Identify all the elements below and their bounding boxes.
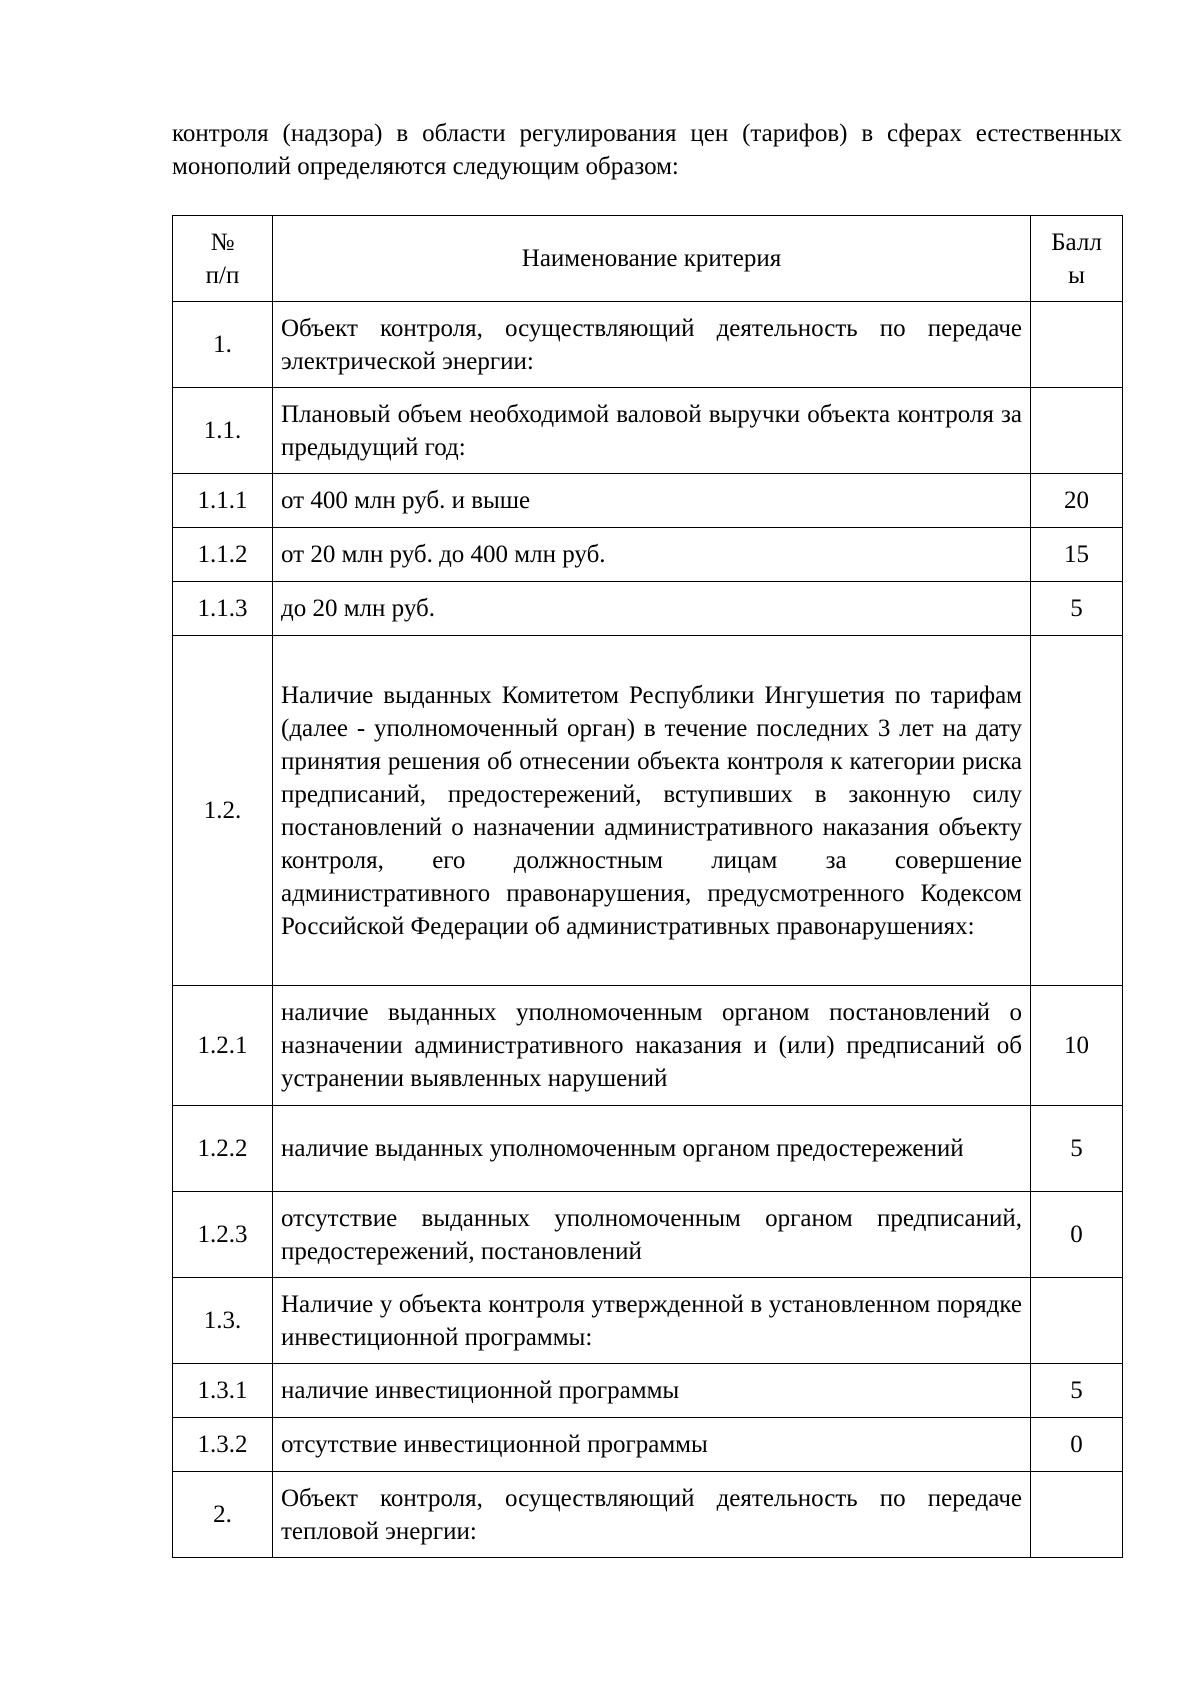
row-points: [1031, 1278, 1123, 1364]
table-row: [173, 1278, 1123, 1364]
row-criterion-name: наличие выданных уполномоченным органом предостережений: [273, 1106, 1031, 1192]
table-row: [173, 1418, 1123, 1472]
row-number: 1.1.: [173, 388, 273, 474]
table-row: [173, 636, 1123, 986]
row-criterion-name: наличие выданных уполномоченным органом постановлений о назначении административного наказания и (или) предписаний об устранении выявленных нарушений: [273, 986, 1031, 1106]
row-criterion-name: наличие инвестиционной программы: [273, 1364, 1031, 1418]
row-number: 1.2.2: [173, 1106, 273, 1192]
row-points: 5: [1031, 1106, 1123, 1192]
row-number: 2.: [173, 1472, 273, 1558]
row-points: [1031, 636, 1123, 986]
row-points: [1031, 302, 1123, 388]
row-number: 1.1.1: [173, 474, 273, 528]
row-number: 1.2.3: [173, 1192, 273, 1278]
header-number: [173, 216, 273, 302]
header-number-line1: №: [210, 228, 235, 256]
row-number: 1.2.1: [173, 986, 273, 1106]
row-criterion-name: от 400 млн руб. и выше: [273, 474, 1031, 528]
row-number: 1.1.2: [173, 528, 273, 582]
row-number: 1.1.3: [173, 582, 273, 636]
table-row: [173, 986, 1123, 1106]
table-row: [173, 1106, 1123, 1192]
row-points: 0: [1031, 1192, 1123, 1278]
row-number: 1.3.1: [173, 1364, 273, 1418]
row-criterion-name: Объект контроля, осуществляющий деятельность по передаче электрической энергии:: [273, 302, 1031, 388]
table-row: [173, 388, 1123, 474]
row-points: [1031, 1472, 1123, 1558]
row-criterion-name: Плановый объем необходимой валовой выручки объекта контроля за предыдущий год:: [273, 388, 1031, 474]
row-criterion-name: Наличие выданных Комитетом Республики Ингушетия по тарифам (далее - уполномоченный орган) в течение последних 3 лет на дату принятия решения об отнесении объекта контроля к категории риска предписаний, предостережений, вступивших в законную силу постановлений о назначении административного наказания объекту контроля, его должностным лицам за совершение административного правонарушения, предусмотренного Кодексом Российской Федерации об административных правонарушениях:: [273, 636, 1031, 986]
row-number: 1.3.2: [173, 1418, 273, 1472]
header-number-line2: п/п: [205, 261, 240, 289]
row-number: 1.3.: [173, 1278, 273, 1364]
table-row: [173, 1472, 1123, 1558]
intro-paragraph: контроля (надзора) в области регулирования цен (тарифов) в сферах естественных монополий определяются следующим образом:: [172, 120, 1122, 180]
row-points: 15: [1031, 528, 1123, 582]
header-points-line1: Балл: [1051, 228, 1102, 256]
header-criterion-name: Наименование критерия: [273, 216, 1031, 302]
table-row: [173, 302, 1123, 388]
row-points: 5: [1031, 1364, 1123, 1418]
row-criterion-name: Объект контроля, осуществляющий деятельность по передаче тепловой энергии:: [273, 1472, 1031, 1558]
table-row: [173, 1192, 1123, 1278]
table-row: [173, 474, 1123, 528]
row-points: 10: [1031, 986, 1123, 1106]
row-points: [1031, 388, 1123, 474]
row-number: 1.: [173, 302, 273, 388]
row-points: 20: [1031, 474, 1123, 528]
header-points: [1031, 216, 1123, 302]
row-criterion-name: до 20 млн руб.: [273, 582, 1031, 636]
row-criterion-name: от 20 млн руб. до 400 млн руб.: [273, 528, 1031, 582]
row-criterion-name: Наличие у объекта контроля утвержденной в установленном порядке инвестиционной программы:: [273, 1278, 1031, 1364]
criteria-table: [172, 215, 1123, 1558]
row-criterion-name: отсутствие выданных уполномоченным органом предписаний, предостережений, постановлений: [273, 1192, 1031, 1278]
row-points: 0: [1031, 1418, 1123, 1472]
criteria-table-body: [173, 302, 1123, 1558]
table-row: [173, 582, 1123, 636]
header-points-line2: ы: [1068, 261, 1085, 289]
row-criterion-name: отсутствие инвестиционной программы: [273, 1418, 1031, 1472]
table-row: [173, 528, 1123, 582]
table-row: [173, 1364, 1123, 1418]
table-header-row: [173, 216, 1123, 302]
row-number: 1.2.: [173, 636, 273, 986]
row-points: 5: [1031, 582, 1123, 636]
